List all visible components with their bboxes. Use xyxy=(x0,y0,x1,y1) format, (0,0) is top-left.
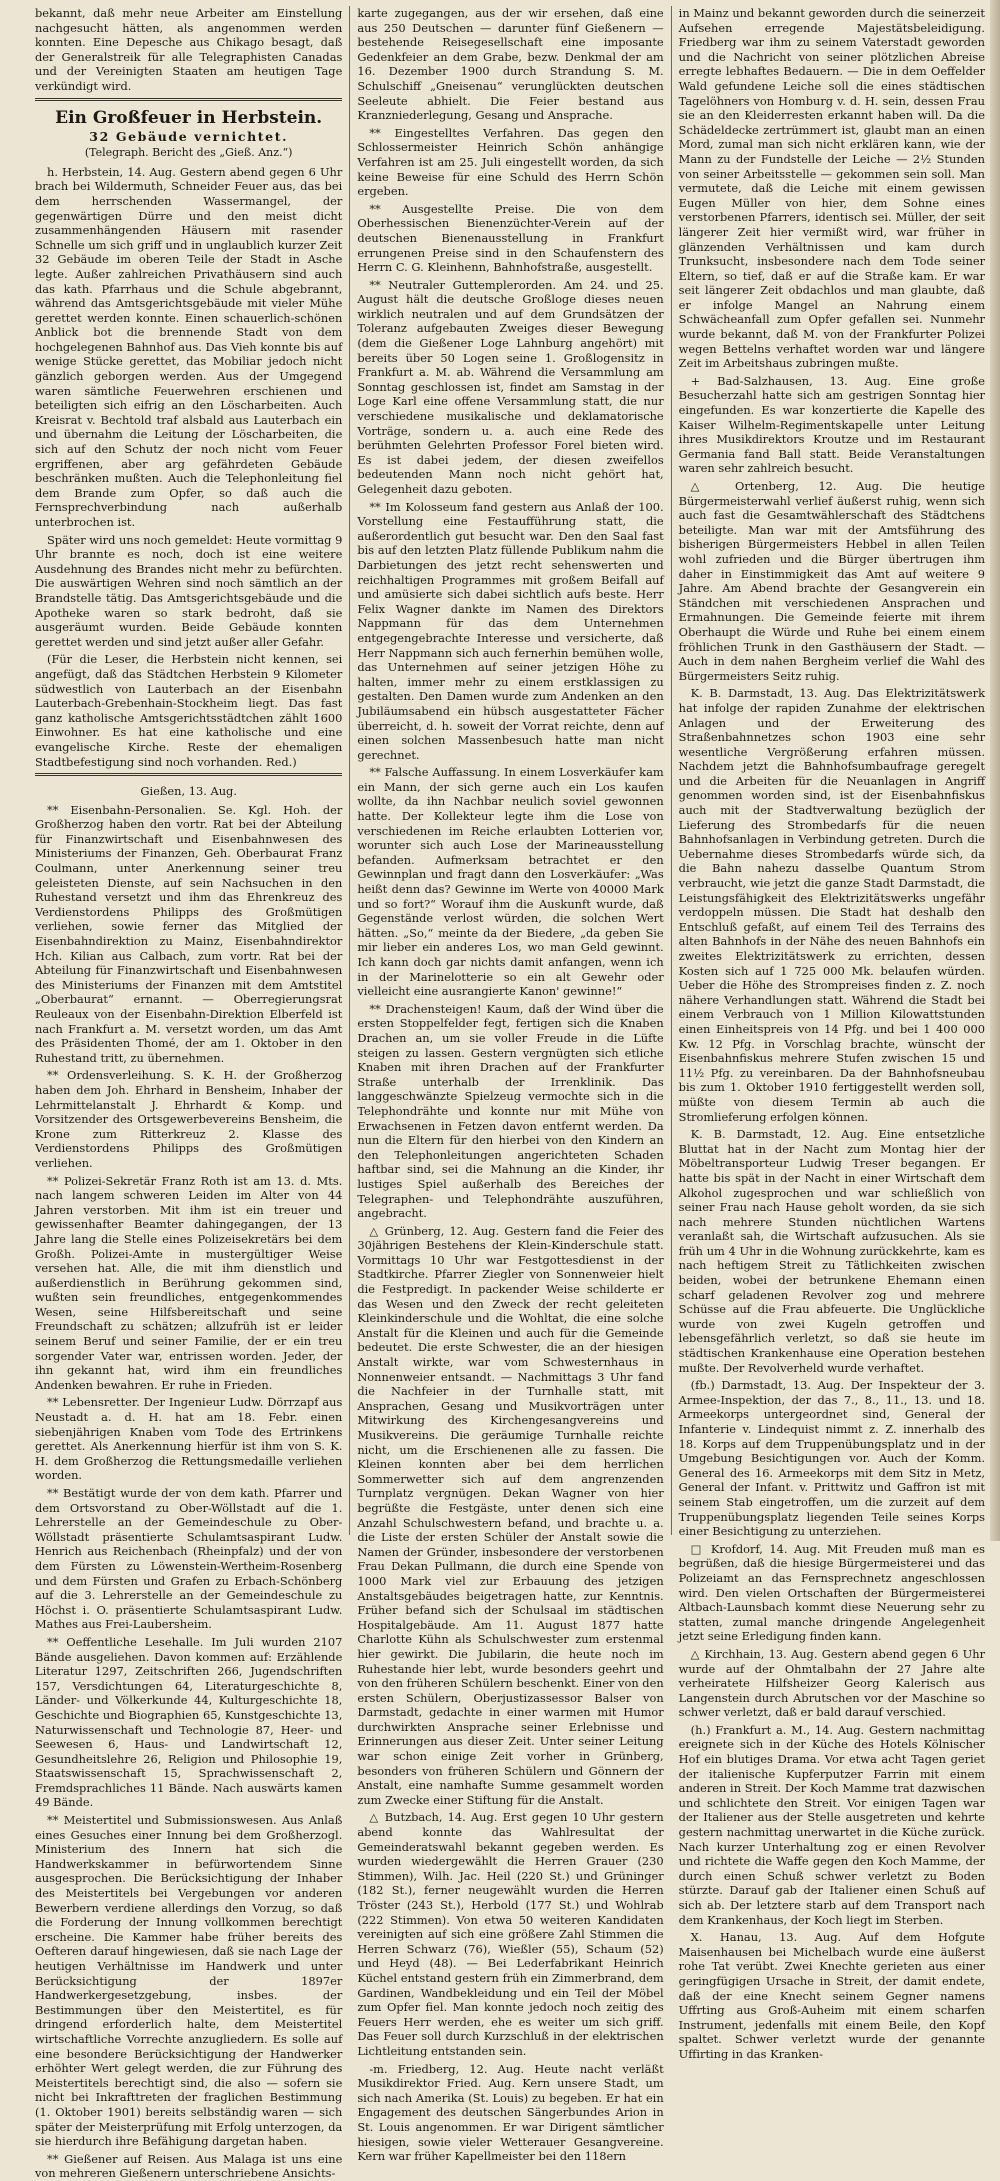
article-paragraph: △ Ortenberg, 12. Aug. Die heutige Bürgermeisterwahl verlief äußerst ruhig, wenn sich auch fast die Gesamtwählerschaft des Städtchens beteiligte. Man war mit der Amtsführung des bisherigen Bürgermeisters Hebbel in allen Teilen wohl zufrieden und die Bürger übertrugen ihm daher in Einstimmigkeit das Amt auf weitere 9 Jahre. Am Abend brachte der Gesangverein ein Ständchen mit verschiedenen Ansprachen und Ermahnungen. Die Gemeinde feierte mit ihrem Oberhaupt die Würde und Ruhe bei einem einem fröhlichen Trunk in den Gasthäusern der Stadt. — Auch in dem nahen Bergheim verlief die Wahl des Bürgermeisters Seitz ruhig. xyxy=(678,479,986,683)
article-paragraph: ** Ausgestellte Preise. Die von dem Oberhessischen Bienenzüchter-Verein auf der deutschen Bienenausstellung in Frankfurt errungenen Preise sind in den Schaufenstern des Herrn C. G. Kleinhenn, Bahnhofstraße, ausgestellt. xyxy=(357,201,664,275)
article-paragraph: ** Lebensretter. Der Ingenieur Ludw. Dörrzapf aus Neustadt a. d. H. hat am 18. Febr. einen siebenjährigen Knaben vom Tode des Ertrinkens gerettet. Als Anerkennung hierfür ist ihm von S. K. H. dem Großherzog die Rettungsmedaille verliehen worden. xyxy=(35,1395,343,1483)
article-paragraph: ** Oeffentliche Lesehalle. Im Juli wurden 2107 Bände ausgeliehen. Davon kommen auf: Erzählende Literatur 1297, Zeitschriften 266, Jugendschriften 157, Versdichtungen 64, Literaturgeschichte 8, Länder- und Völkerkunde 44, Kulturgeschichte 18, Geschichte und Biographien 65, Kunstgeschichte 13, Naturwissenschaft und Technologie 87, Heer- und Seewesen 6, Haus- und Landwirtschaft 12, Gesundheitslehre 26, Religion und Philosophie 19, Staatswissenschaft 15, Sprachwissenschaft 2, Fremdsprachliches 11 Bände. Nach auswärts kamen 49 Bände. xyxy=(35,1634,343,1810)
article-paragraph: △ Butzbach, 14. Aug. Erst gegen 10 Uhr gestern abend konnte das Wahlresultat der Gemeinderatswahl bekannt gegeben werden. Es wurden wiedergewählt die Herren Grauer (230 Stimmen), Wilh. Jac. Heil (220 St.) und Grüninger (182 St.), ferner neugewählt wurden die Herren Tröster (243 St.), Herbold (177 St.) und Wohlrab (222 Stimmen). Von etwa 50 weiteren Kandidaten vereinigten auf sich eine größere Zahl Stimmen die Herren Schwarz (76), Wießler (55), Schaum (52) und Heyd (48). — Bei Lederfabrikant Heinrich Küchel entstand gestern früh ein Zimmerbrand, dem Gardinen, Wandbekleidung und ein Teil der Möbel zum Opfer fiel. Man konnte jedoch noch zeitig des Feuers Herr werden, ehe es weiter um sich griff. Das Feuer soll durch Kurzschluß in der elektrischen Lichtleitung entstanden sein. xyxy=(357,1810,664,2058)
column-1 xyxy=(28,6,349,2181)
article-paragraph: ** Eingestelltes Verfahren. Das gegen den Schlossermeister Heinrich Schön anhängige Verfahren ist am 25. Juli eingestellt worden, da sich keine Beweise für eine Schuld des Herrn Schön ergeben. xyxy=(357,125,664,199)
article-paragraph: (h.) Frankfurt a. M., 14. Aug. Gestern nachmittag ereignete sich in der Küche des Hotels Kölnischer Hof ein blutiges Drama. Vor etwa acht Tagen geriet der italienische Kupferputzer Farrin mit einem anderen in Streit. Der Koch Mamme trat dazwischen und schlichtete den Streit. Vor einigen Tagen war der Italiener aus der Stelle ausgetreten und kehrte gestern nachmittag unerwartet in die Küche zurück. Nach kurzer Unterhaltung zog er einen Revolver und richtete die Waffe gegen den Koch Mamme, der durch einen Schuß schwer verletzt zu Boden stürzte. Darauf gab der Italiener einen Schuß auf sich ab. Der letztere starb auf dem Transport nach dem Krankenhaus, der Koch liegt im Sterben. xyxy=(678,1722,986,1927)
column-3 xyxy=(671,6,992,2061)
fire-headline: Ein Großfeuer in Herbstein. xyxy=(55,107,323,128)
article-paragraph: △ Grünberg, 12. Aug. Gestern fand die Feier des 30jährigen Bestehens der Klein-Kinderschule statt. Vormittags 10 Uhr war Festgottesdienst in der Stadtkirche. Pfarrer Ziegler von Sonnenweier hielt die Festpredigt. In packender Weise schilderte er das Wesen und den Zweck der recht geleiteten Kleinkinderschule und die Wohltat, die eine solche Anstalt für die Kleinen und auch für die Gemeinde bedeutet. Die erste Schwester, die an der hiesigen Anstalt wirkte, war vom Schwesternhaus in Nonnenweier entsandt. — Nachmittags 3 Uhr fand die Nachfeier in der Turnhalle statt, mit Ansprachen, Gesang und Musikvorträgen unter Mitwirkung des Kirchengesangvereins und Musikvereins. Die geräumige Turnhalle reichte nicht, um die Erschienenen alle zu fassen. Die Kleinen konnten aber bei dem herrlichen Sommerwetter sich auf dem angrenzenden Turnplatz vergnügen. Dekan Wagner von hier begrüßte die Festgäste, unter denen sich eine Anzahl Schulschwestern befand, und brachte u. a. die Liste der ersten Schüler der Anstalt sowie die Namen der Gründer, insbesondere der verstorbenen Frau Dekan Pullmann, die durch eine Spende von 1000 Mark viel zur Erbauung des jetzigen Anstaltsgebäudes beigetragen hatte, zur Kenntnis. Früher befand sich der Schulsaal im städtischen Hospitalgebäude. Am 11. August 1877 hatte Charlotte Kühn als Schulschwester zum erstenmal hier gewirkt. Die Jubilarin, die heute noch im Ruhestande hier lebt, wurde besonders geehrt und von den früheren Schülern beschenkt. Einer von den ersten Schülern, Oberjustizassessor Balser von Darmstadt, gedachte in einer warmen mit Humor durchwirkten Ansprache seiner Erlebnisse und Erinnerungen aus dieser Zeit. Unter seiner Leitung war schon einige Zeit vorher in Grünberg, besonders von früheren Schülern und Gönnern der Anstalt, eine namhafte Summe gesammelt worden zum Zwecke einer Stiftung für die Anstalt. xyxy=(357,1223,664,1807)
column-2 xyxy=(349,6,670,2164)
fire-source: (Telegraph. Bericht des „Gieß. Anz.“) xyxy=(84,146,293,160)
article-paragraph: ** Im Kolosseum fand gestern aus Anlaß der 100. Vorstellung eine Festaufführung statt, die außerordentlich gut besucht war. Den den Saal fast bis auf den letzten Platz füllende Publikum nahm die Darbietungen des jetzt recht sehenswerten und reichhaltigen Programmes mit großem Beifall auf und amüsierte sich dabei sichtlich aufs beste. Herr Felix Wagner dankte im Namen des Direktors Nappmann für das dem Unternehmen entgegengebrachte Interesse und versicherte, daß Herr Nappmann sich auch fernerhin bemühen wolle, das Unternehmen auf seiner jetzigen Höhe zu halten, immer mehr zu einem erstklassigen zu gestalten. Den Damen wurde zum Andenken an den Jubiläumsabend ein hübsch ausgestatteter Fächer überreicht, d. h. soweit der Vorrat reichte, denn auf einen solchen Massenbesuch hatte man nicht gerechnet. xyxy=(357,499,664,762)
telegraph-report: bekannt, daß mehr neue Arbeiter am Einstellung nachgesucht hätten, als angenommen werden konnten. Eine Depesche aus Chikago besagt, daß der Generalstreik für alle Telegraphisten Canadas und der Vereinigten Staaten am heutigen Tage verkündigt wird. xyxy=(35,6,343,93)
fire-subheadline: 32 Gebäude vernichtet. xyxy=(89,128,289,144)
article-paragraph: + Bad-Salzhausen, 13. Aug. Eine große Besucherzahl hatte sich am gestrigen Sonntag hier eingefunden. Es war konzertierte die Kapelle des Kaiser Wilhelm-Regimentskapelle unter Leitung ihres Musikdirektors Kroutze und im Restaurant Germania fand Ball statt. Beide Veranstaltungen waren sehr zahlreich besucht. xyxy=(678,373,986,476)
article-paragraph: ** Ordensverleihung. S. K. H. der Großherzog haben dem Joh. Ehrhard in Bensheim, Inhaber der Lehrmittelanstalt J. Ehrhardt & Komp. und Vorsitzender des Ortsgewerbevereins Bensheim, die Krone zum Ritterkreuz 2. Klasse des Verdienstordens Philipps des Großmütigen verliehen. xyxy=(35,1068,343,1170)
article-paragraph: ** Neutraler Guttemplerorden. Am 24. und 25. August hält die deutsche Großloge dieses neuen wirklich neutralen und auf dem Grundsätzen der Toleranz aufgebauten Zweiges dieser Bewegung (dem die Gießener Loge Lahnburg angehört) mit bereits über 50 Logen seine 1. Großlogensitz in Frankfurt a. M. ab. Während die Versammlung am Sonntag geschlossen ist, findet am Samstag in der Loge Karl eine offene Versammlung statt, die nur verschiedene musikalische und deklamatorische Vorträge, sondern u. a. auch eine Rede des berühmten Gelehrten Professor Forel bieten wird. Es ist dabei jedem, der diesen zweifellos bedeutenden Mann noch nicht gehört hat, Gelegenheit dazu geboten. xyxy=(357,277,664,496)
article-paragraph: K. B. Darmstadt, 12. Aug. Eine entsetzliche Bluttat hat in der Nacht zum Montag hier der Möbeltransporteur Ludwig Treser begangen. Er hatte bis spät in der Nacht in einer Wirtschaft dem Alkohol zugesprochen und war schließlich von seiner Frau nach Hause geholt worden, da sie sich nach mehrere Stunden nüchtlichen Wartens veranlaßt sah, die Wirtschaft aufzusuchen. Als sie früh um 4 Uhr in die Wohnung zurückkehrte, kam es nach heftigem Streit zu Tätlichkeiten zwischen beiden, wobei der betrunkene Ehemann einen scharf geladenen Revolver zog und mehrere Schüsse auf die Frau abfeuerte. Die Unglückliche wurde von zwei Kugeln getroffen und lebensgefährlich verletzt, so daß sie heute im städtischen Krankenhause eine Operation bestehen mußte. Der Revolverheld wurde verhaftet. xyxy=(678,1127,986,1375)
article-paragraph: ** Drachensteigen! Kaum, daß der Wind über die ersten Stoppelfelder fegt, fertigen sich die Knaben Drachen an, um sie voller Freude in die Lüfte steigen zu lassen. Gestern vergnügten sich etliche Knaben mit ihren Drachen auf der Frankfurter Straße unterhalb der Irrenklinik. Das langgeschwänzte Spielzeug vermochte sich in die Telephondrähte und konnte nur mit Mühe von Erwachsenen in Fetzen davon entfernt werden. Da nun die Eltern für den hierbei von den Kindern an den Telephonleitungen angerichteten Schaden haftbar sind, sei die Mahnung an die Kinder, ihr lustiges Spiel außerhalb des Bereiches der Telegraphen- und Telephondrähte auszuführen, angebracht. xyxy=(357,1001,664,1221)
article-paragraph: ** Meistertitel und Submissionswesen. Aus Anlaß eines Gesuches einer Innung bei dem Großherzogl. Ministerium des Innern hat sich die Handwerkskammer in befürwortendem Sinne ausgesprochen. Die Berücksichtigung der Inhaber des Meistertitels bei Vergebungen vor anderen Bewerbern verdiene allerdings den Vorzug, so daß die Forderung der Innung vollkommen berechtigt erscheine. Die Kammer habe früher bereits des Oefteren darauf hingewiesen, daß sie nach Lage der heutigen Verhältnisse im Handwerk und unter Berücksichtigung der 1897er Handwerkergesetzgebung, insbes. der Bestimmungen über den Meistertitel, es für dringend erforderlich halte, dem Meistertitel wirtschaftliche Vorrechte anzugliedern. Es solle auf eine besondere Berücksichtigung der Handwerker erhöhter Wert gelegt werden, die zur Führung des Meistertitels berechtigt sind, die also — sofern sie nicht bei Inkrafttreten der fraglichen Bestimmung (1. Oktober 1901) bereits selbständig waren — sich später der Meisterprüfung mit Erfolg unterzogen, da sie hierdurch ihre Befähigung dargetan haben. xyxy=(35,1813,343,2149)
article-paragraph: □ Krofdorf, 14. Aug. Mit Freuden muß man es begrüßen, daß die hiesige Bürgermeisterei und das Polizeiamt an das Fernsprechnetz angeschlossen wird. Den vielen Ortschaften der Bürgermeisterei Altbach-Launsbach kommt diese Neuerung sehr zu statten, zumal manche dringende Angelegenheit jetzt seine Erledigung finden kann. xyxy=(678,1541,986,1644)
article-paragraph: K. B. Darmstadt, 13. Aug. Das Elektrizitätswerk hat infolge der rapiden Zunahme der elektrischen Anlagen und der Erweiterung des Straßenbahnnetzes schon 1903 eine sehr wesentliche Vergrößerung erfahren müssen. Nachdem jetzt die Bahnhofsumbaufrage geregelt und die Arbeiten für die Neuanlagen in Angriff genommen worden sind, ist der Eisenbahnfiskus auch mit der Stadtverwaltung bezüglich der Lieferung des Strombedarfs für die neuen Bahnhofsanlagen in Verbindung getreten. Durch die Uebernahme dieses Strombedarfs würde sich, da die Bahn nahezu dasselbe Quantum Strom verbraucht, wie jetzt die ganze Stadt Darmstadt, die Leistungsfähigkeit des Elektrizitätswerks ungefähr verdoppeln müssen. Die Stadt hat deshalb den Entschluß gefaßt, auf einem Teil des Terrains des alten Bahnhofs in der Nähe des neuen Bahnhofs ein zweites Elektrizitätswerk zu errichten, dessen Kosten sich auf 1 725 000 Mk. belaufen würden. Ueber die Höhe des Strompreises finden z. Z. noch nähere Verhandlungen statt. Während die Stadt bei einem Verbrauch von 1 Million Kilowattstunden einen Einheitspreis von 14 Pfg. und bei 1 400 000 Kw. 12 Pfg. in Vorschlag brachte, wünscht der Eisenbahnfiskus mehrere Stufen zwischen 15 und 11½ Pfg. zu vereinbaren. Da der Bahnhofsneubau bis zum 1. Oktober 1910 fertiggestellt werden soll, müßte von diesem Termin ab auch die Stromlieferung erfolgen können. xyxy=(678,686,986,1124)
columns xyxy=(28,6,992,2181)
article-paragraph: ** Eisenbahn-Personalien. Se. Kgl. Hoh. der Großherzog haben den vortr. Rat bei der Abteilung für Finanzwirtschaft und Eisenbahnwesen des Ministeriums der Finanzen, Geh. Oberbaurat Franz Coulmann, unter Anerkennung seiner treu geleisteten Dienste, auf sein Nachsuchen in den Ruhestand versetzt und ihm das Ehrenkreuz des Verdienstordens Philipps des Großmütigen verliehen, sowie ferner das Mitglied der Eisenbahndirektion zu Mainz, Eisenbahndirektor Hch. Kilian aus Calbach, zum vortr. Rat bei der Abteilung für Finanzwirtschaft und Eisenbahnwesen des Ministeriums der Finanzen mit dem Amtstitel „Oberbaurat“ ernannt. — Oberregierungsrat Reuleaux von der Eisenbahn-Direktion Elberfeld ist nach Frankfurt a. M. versetzt worden, um das Amt des Präsidenten Thomé, der am 1. Oktober in den Ruhestand tritt, zu übernehmen. xyxy=(35,802,343,1065)
fire-paragraph: Später wird uns noch gemeldet: Heute vormittag 9 Uhr brannte es noch, doch ist eine weitere Ausdehnung des Brandes nicht mehr zu befürchten. Die auswärtigen Wehren sind noch sämtlich an der Brandstelle tätig. Das Amtsgerichtsgebäude und die Apotheke waren so stark bedroht, daß sie ausgeräumt wurden. Beide Gebäude konnten gerettet werden und sind jetzt außer aller Gefahr. xyxy=(35,532,343,649)
local-dateline: Gießen, 13. Aug. xyxy=(140,784,237,799)
article-paragraph: ** Falsche Auffassung. In einem Losverkäufer kam ein Mann, der sich gerne auch ein Los kaufen wollte, da ihn Nachbar neulich soviel gewonnen hatte. Der Kollekteur legte ihm die Lose von verschiedenen im Reiche erlaubten Lotterien vor, worunter sich auch Lose der Marineausstellung befanden. Aufmerksam betrachtet er den Gewinnplan und fragt dann den Losverkäufer: „Was heißt denn das? Gewinne im Werte von 40000 Mark und so fort?“ Worauf ihm die Auskunft wurde, daß Gegenstände verlost würden, die solchen Wert hätten. „So,“ meinte da der Biedere, „da geben Sie mir lieber ein anderes Los, wo man Geld gewinnt. Ich kann doch gar nichts damit anfangen, wenn ich in der Marinelotterie so ein alt Gewehr oder vielleicht eine ausrangierte Kanon' gewinne!“ xyxy=(357,765,664,999)
article-paragraph: in Mainz und bekannt geworden durch die seinerzeit Aufsehen erregende Majestätsbeleidigung. Friedberg war ihm zu seinem Vaterstadt geworden und die Nachricht von seiner plötzlichen Abreise erregte lebhaftes Bedauern. — Die in dem Oeffelder Wald gefundene Leiche soll die eines städtischen Tagelöhners von Homburg v. d. H. sein, dessen Frau sie an den Kleiderresten erkannt haben will. Da die Schädeldecke zertrümmert ist, glaubt man an einen Mord, zumal man sich nicht erklären kann, wie der Mann zu der Fundstelle der Leiche — 2½ Stunden von seiner Arbeitsstelle — gekommen sein soll. Man vermutete, daß die Leiche mit einem gewissen Eugen Müller von hier, dem Sohne eines verstorbenen Pfarrers, identisch sei. Müller, der seit längerer Zeit hier vermißt wird, war früher in glänzenden Verhältnissen und kam durch Trunksucht, insbesondere nach dem Tode seiner Eltern, so tief, daß er auf die Straße kam. Er war seit längerer Zeit obdachlos und man glaubte, daß er infolge Mangel an Nahrung einem Schwächeanfall zum Opfer gefallen sei. Nunmehr wurde bekannt, daß M. von der Frankfurter Polizei wegen Bettelns verhaftet worden war und längere Zeit im Arbeitshaus zubringen mußte. xyxy=(678,6,986,371)
article-paragraph: ** Bestätigt wurde der von dem kath. Pfarrer und dem Ortsvorstand zu Ober-Wöllstadt auf die 1. Lehrerstelle an der Gemeindeschule zu Ober-Wöllstadt präsentierte Schulamtsaspirant Ludw. Henrich aus Reichenbach (Rheinpfalz) und der von dem Fürsten zu Löwenstein-Wertheim-Rosenberg und dem Fürsten und Grafen zu Erbach-Schönberg auf die 3. Lehrerstelle an der Gemeindeschule zu Höchst i. O. präsentierte Schulamtsaspirant Ludw. Mathes aus Frei-Laubersheim. xyxy=(35,1486,343,1632)
article-paragraph: (fb.) Darmstadt, 13. Aug. Der Inspekteur der 3. Armee-Inspektion, der das 7., 8., 11., 13. und 18. Armeekorps untergeordnet sind, General der Infanterie v. Lindequist nimmt z. Z. innerhalb des 18. Korps auf dem Truppenübungsplatz und in der Umgebung Besichtigungen vor. Auch der Komm. General des 16. Armeekorps mit dem Sitz in Metz, General der Infant. v. Prittwitz und Gaffron ist mit seinem Stab eingetroffen, um die zurzeit auf dem Truppenübungsplatz liegenden Teile seines Korps einer Besichtigung zu unterziehen. xyxy=(678,1378,986,1539)
article-paragraph: △ Kirchhain, 13. Aug. Gestern abend gegen 6 Uhr wurde auf der Ohmtalbahn der 27 Jahre alte verheiratete Hilfsheizer Georg Kalerisch aus Langenstein durch Abrutschen vor der Maschine so schwer verletzt, daß er bald darauf verschied. xyxy=(678,1646,986,1720)
article-paragraph: ** Gießener auf Reisen. Aus Malaga ist uns eine von mehreren Gießenern unterschriebene Ansichts- xyxy=(35,2151,343,2181)
article-paragraph: X. Hanau, 13. Aug. Auf dem Hofgute Maisenhausen bei Michelbach wurde eine äußerst rohe Tat verübt. Zwei Knechte gerieten aus einer geringfügigen Ursache in Streit, der damit endete, daß der eine Knecht seinem Gegner namens Uffrting aus Groß-Auheim mit einem scharfen Instrument, jedenfalls mit einem Beile, den Kopf spaltet. Schwer verletzt wurde der genannte Uffirting in das Kranken- xyxy=(678,1930,986,2061)
article-paragraph: ** Polizei-Sekretär Franz Roth ist am 13. d. Mts. nach langem schweren Leiden im Alter von 44 Jahren verstorben. Mit ihm ist ein treuer und gewissenhafter Beamter dahingegangen, der 13 Jahre lang die Stelle eines Polizeisekretärs bei dem Großh. Polizei-Amte in mustergültiger Weise versehen hat. Alle, die mit ihm dienstlich und außerdienstlich in Berührung gekommen sind, wußten sein freundliches, entgegenkommendes Wesen, seine Hilfsbereitschaft und seine Freundschaft zu schätzen; allzufrüh ist er leider seinem Beruf und seiner Familie, der er ein treu sorgender Vater war, entrissen worden. Jeder, der ihn gekannt hat, wird ihm ein freundliches Andenken bewahren. Er ruhe in Frieden. xyxy=(35,1173,343,1392)
fire-paragraph: (Für die Leser, die Herbstein nicht kennen, sei angefügt, daß das Städtchen Herbstein 9 Kilometer südwestlich von Lauterbach an der Eisenbahn Lauterbach-Grebenhain-Stockheim liegt. Das fast ganz katholische Amtsgerichtsstädtchen zählt 1600 Einwohner. Es hat eine katholische und eine evangelische Kirche. Reste der ehemaligen Stadtbefestigung sind noch vorhanden. Red.) xyxy=(35,652,343,769)
scan-edge xyxy=(990,0,1000,1541)
article-paragraph: karte zugegangen, aus der wir ersehen, daß eine aus 250 Deutschen — darunter fünf Gießenern — bestehende Reisegesellschaft eine imposante Gedenkfeier an dem Grabe, bezw. Denkmal der am 16. Dezember 1900 durch Strandung S. M. Schulschiff „Gneisenau“ verunglückten deutschen Seeleute abhielt. Die Feier bestand aus Kranzniederlegung, Gesang und Ansprache. xyxy=(357,6,664,123)
fire-paragraph: h. Herbstein, 14. Aug. Gestern abend gegen 6 Uhr brach bei Wildermuth, Schneider Feuer aus, das bei dem herrschenden Wassermangel, der gegenwärtigen Dürre und den meist dicht zusammenhängenden Häusern mit rasender Schnelle um sich griff und in unglaublich kurzer Zeit 32 Gebäude im oberen Teile der Stadt in Asche legte. Außer zahlreichen Privathäusern sind auch das kath. Pfarrhaus und die Schule abgebrannt, während das Amtsgerichtsgebäude mit vieler Mühe gerettet werden konnte. Einen schauerlich-schönen Anblick bot die brennende Stadt von dem hochgelegenen Bahnhof aus. Das Vieh konnte bis auf wenige Stücke gerettet, das Mobiliar jedoch nicht gänzlich geborgen werden. Aus der Umgegend waren sämtliche Feuerwehren erschienen und beteiligten sich eifrig an den Löscharbeiten. Auch Kreisrat v. Bechtold traf alsbald aus Lauterbach ein und übernahm die Leitung der Löscharbeiten, die sich auf den Schutz der noch nicht vom Feuer ergriffenen, aber arg gefährdeten Gebäude beschränken mußten. Auch die Telephonleitung fiel dem Brande zum Opfer, so daß auch die Fernsprechverbindung nach außerhalb unterbrochen ist. xyxy=(35,164,343,529)
article-paragraph: -m. Friedberg, 12. Aug. Heute nacht verläßt Musikdirektor Fried. Aug. Kern unsere Stadt, um sich nach Amerika (St. Louis) zu begeben. Er hat ein Engagement des deutschen Sängerbundes Arion in St. Louis angenommen. Er war Dirigent sämtlicher hiesigen, sowie vieler Wetterauer Gesangvereine. Kern war früher Kapellmeister bei den 118ern xyxy=(357,2061,664,2164)
section-divider xyxy=(35,773,342,776)
section-divider xyxy=(35,98,342,101)
